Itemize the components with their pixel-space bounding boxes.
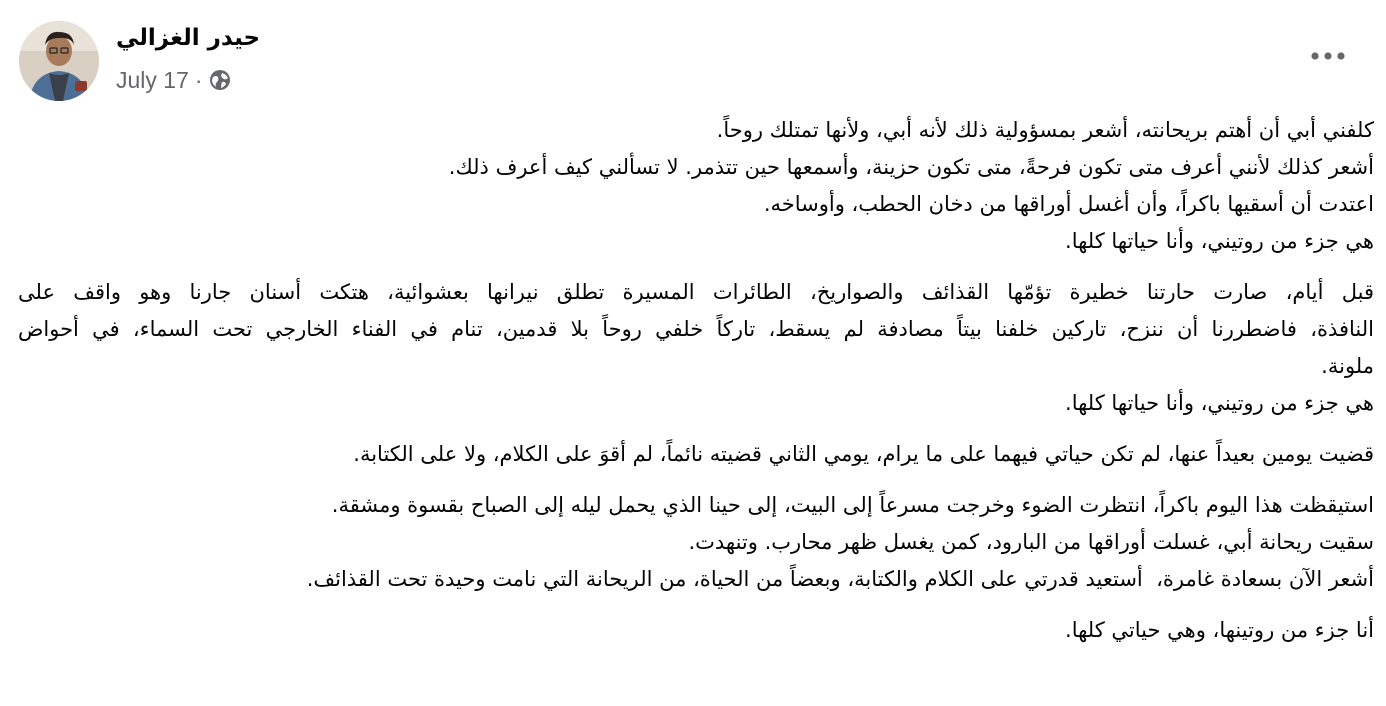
post-line: هي جزء من روتيني، وأنا حياتها كلها. [1065, 229, 1374, 253]
post-paragraph [18, 487, 1374, 598]
post-meta [116, 66, 231, 94]
post-line: أشعر كذلك لأنني أعرف متى تكون فرحةً، متى تكون حزينة، وأسمعها حين تتذمر. لا تسألني كيف أعرف ذلك. [448, 155, 1374, 179]
post-line: استيقظت هذا اليوم باكراً، انتظرت الضوء وخرجت مسرعاً إلى البيت، إلى حينا الذي يحمل ليله إلى الصباح بقسوة ومشقة. [331, 493, 1374, 517]
more-options-button[interactable] [1308, 40, 1348, 72]
post-paragraph [18, 436, 1374, 473]
more-options-icon [1310, 51, 1346, 61]
author-name[interactable]: حيدر الغزالي [116, 25, 261, 51]
globe-icon[interactable] [209, 69, 231, 91]
meta-separator: · [194, 66, 203, 93]
avatar-photo [19, 21, 99, 101]
post-line: كلفني أبي أن أهتم بريحانته، أشعر بمسؤولية ذلك لأنه أبي، ولأنها تمتلك روحاً. [716, 118, 1374, 142]
post-line: أنا جزء من روتينها، وهي حياتي كلها. [1065, 618, 1374, 642]
post-line: هي جزء من روتيني، وأنا حياتها كلها. [1065, 391, 1374, 415]
post-line: سقيت ريحانة أبي، غسلت أوراقها من البارود، كمن يغسل ظهر محارب. وتنهدت. [688, 530, 1374, 554]
post-body [18, 112, 1374, 663]
post-header [0, 0, 1386, 110]
post-date[interactable]: July 17 [116, 66, 189, 93]
post-line: ملونة. [1321, 354, 1374, 378]
post-paragraph [18, 612, 1374, 649]
post-paragraph [18, 274, 1374, 422]
post-line: قبل أيام، صارت حارتنا خطيرة تؤمّها القذائف والصواريخ، الطائرات المسيرة تطلق نيرانها بعشوائية، هتكت أسنان جارنا وهو واقف على [18, 280, 1374, 304]
post-line: أشعر الآن بسعادة غامرة، أستعيد قدرتي على الكلام والكتابة، وبعضاً من الحياة، من الريحانة التي نامت وحيدة تحت القذائف. [306, 567, 1374, 591]
post-line: النافذة، فاضطررنا أن ننزح، تاركين خلفنا بيتاً مصادفة لم يسقط، تاركاً خلفي روحاً بلا قدمين، تنام في الفناء الخارجي تحت السماء، في أحواض [18, 317, 1374, 341]
author-avatar[interactable] [19, 21, 99, 101]
post-paragraph [18, 112, 1374, 260]
post-line: اعتدت أن أسقيها باكراً، وأن أغسل أوراقها من دخان الحطب، وأوساخه. [763, 192, 1374, 216]
post-line: قضيت يومين بعيداً عنها، لم تكن حياتي فيهما على ما يرام، يومي الثاني قضيته نائماً، لم أقوَ على الكلام، ولا على الكتابة. [353, 442, 1374, 466]
